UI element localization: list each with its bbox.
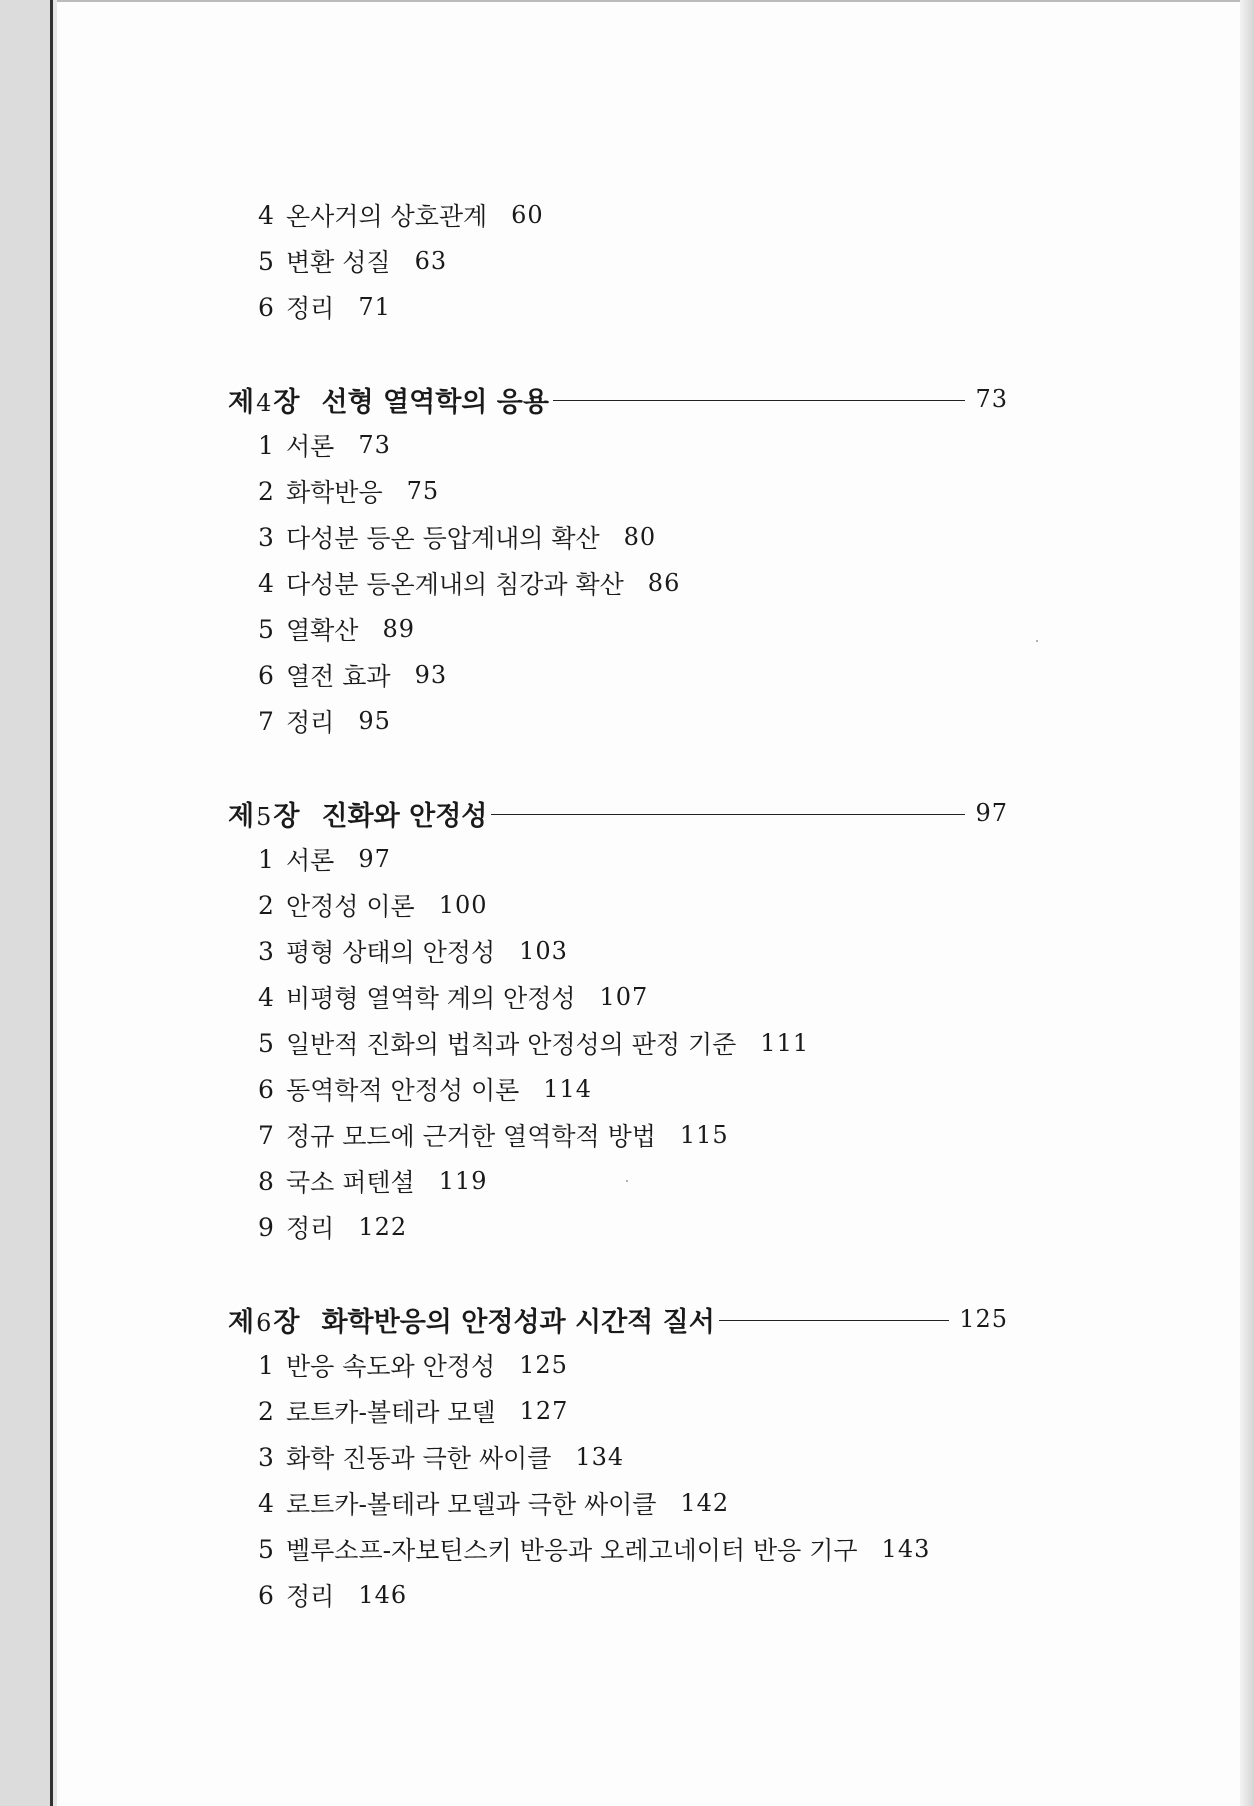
- chapter-prefix: 제: [228, 1306, 255, 1338]
- section-page-number: 103: [519, 937, 568, 965]
- section-number: 2: [258, 890, 274, 920]
- section-page-number: 122: [358, 1213, 408, 1241]
- section-number: 1: [258, 430, 274, 460]
- section-gap: [258, 744, 1018, 790]
- toc-entry[interactable]: [258, 974, 1018, 1020]
- section-gap: [258, 1250, 1018, 1296]
- toc-entry[interactable]: [258, 606, 1018, 652]
- chapter-label: [228, 794, 299, 833]
- chapter-suffix: 장: [273, 800, 300, 832]
- section-number: 3: [258, 1442, 274, 1472]
- section-page-number: 143: [881, 1535, 931, 1563]
- section-title: 정리: [286, 1214, 335, 1243]
- section-page-number: 95: [358, 707, 391, 735]
- table-of-contents: [228, 192, 1018, 1618]
- section-number: 5: [258, 1534, 274, 1564]
- scan-edge-left: [53, 0, 57, 1806]
- section-number: 6: [258, 292, 274, 322]
- section-number: 6: [258, 660, 274, 690]
- section-page-number: 100: [438, 891, 488, 919]
- chapter-page-number: 125: [959, 1305, 1008, 1333]
- section-page-number: 142: [680, 1489, 730, 1517]
- section-title: 온사거의 상호관계: [286, 202, 488, 231]
- chapter-prefix: 제: [228, 800, 255, 832]
- section-title: 로트카-볼테라 모델: [286, 1398, 496, 1427]
- section-page-number: 134: [575, 1443, 625, 1471]
- chapter-title: 화학반응의 안정성과 시간적 질서: [321, 1306, 715, 1338]
- section-page-number: 93: [414, 661, 448, 689]
- section-number: 3: [258, 522, 274, 552]
- toc-entry[interactable]: [258, 468, 1018, 514]
- toc-entry[interactable]: [258, 698, 1018, 744]
- chapter-title: 선형 열역학의 응용: [321, 386, 549, 418]
- section-page-number: 125: [519, 1351, 568, 1379]
- section-title: 정리: [286, 1582, 335, 1611]
- section-page-number: 107: [599, 983, 649, 1011]
- toc-entry[interactable]: [258, 560, 1018, 606]
- leader-line: [553, 400, 966, 401]
- scan-speck: [1036, 640, 1038, 642]
- section-title: 변환 성질: [286, 248, 391, 277]
- section-title: 정리: [286, 294, 335, 323]
- toc-entry[interactable]: [258, 928, 1018, 974]
- chapter-heading[interactable]: [228, 790, 1008, 836]
- scan-edge-right: [1240, 0, 1254, 1806]
- toc-entry[interactable]: [258, 284, 1018, 330]
- toc-entry[interactable]: [258, 1434, 1018, 1480]
- section-title: 평형 상태의 안정성: [286, 938, 496, 967]
- section-number: 1: [258, 844, 274, 874]
- section-title: 화학 진동과 극한 싸이클: [286, 1444, 552, 1473]
- section-title: 서론: [286, 846, 335, 875]
- section-page-number: 80: [623, 523, 657, 551]
- section-title: 열확산: [286, 616, 359, 645]
- toc-entry[interactable]: [258, 1480, 1018, 1526]
- toc-entry[interactable]: [258, 1388, 1018, 1434]
- section-number: 4: [258, 1488, 274, 1518]
- section-title: 국소 퍼텐셜: [286, 1168, 415, 1197]
- section-number: 5: [258, 246, 274, 276]
- section-page-number: 63: [414, 247, 448, 275]
- section-page-number: 115: [679, 1121, 729, 1149]
- section-title: 열전 효과: [286, 662, 391, 691]
- section-title: 동역학적 안정성 이론: [286, 1076, 520, 1105]
- section-title: 로트카-볼테라 모델과 극한 싸이클: [286, 1490, 657, 1519]
- section-title: 정리: [286, 708, 335, 737]
- section-number: 4: [258, 568, 274, 598]
- toc-entry[interactable]: [258, 1526, 1018, 1572]
- section-title: 화학반응: [286, 478, 383, 507]
- toc-entry[interactable]: [258, 1204, 1018, 1250]
- chapter-title: 진화와 안정성: [321, 800, 488, 832]
- chapter-heading[interactable]: [228, 376, 1008, 422]
- section-number: 4: [258, 982, 274, 1012]
- section-number: 5: [258, 1028, 274, 1058]
- section-page-number: 119: [438, 1167, 488, 1195]
- section-title: 벨루소프-자보틴스키 반응과 오레고네이터 반응 기구: [286, 1536, 858, 1565]
- toc-entry[interactable]: [258, 422, 1018, 468]
- chapter-number: 4: [256, 388, 272, 417]
- chapter-number: 5: [256, 802, 272, 831]
- chapter-label: [228, 380, 299, 419]
- leader-line: [491, 814, 965, 815]
- chapter-number: 6: [256, 1308, 272, 1337]
- section-page-number: 97: [358, 845, 391, 873]
- section-number: 5: [258, 614, 274, 644]
- chapter-label: [228, 1300, 299, 1339]
- section-title: 다성분 등온 등압계내의 확산: [286, 524, 600, 553]
- section-title: 일반적 진화의 법칙과 안정성의 판정 기준: [286, 1030, 737, 1059]
- chapter-suffix: 장: [273, 386, 300, 418]
- toc-entry[interactable]: [258, 238, 1018, 284]
- section-number: 2: [258, 1396, 274, 1426]
- section-page-number: 114: [543, 1075, 593, 1103]
- chapter-suffix: 장: [273, 1306, 300, 1338]
- chapter-prefix: 제: [228, 386, 255, 418]
- section-page-number: 75: [406, 477, 440, 505]
- section-number: 7: [258, 1120, 274, 1150]
- toc-entry[interactable]: [258, 882, 1018, 928]
- section-page-number: 111: [760, 1029, 810, 1057]
- section-title: 서론: [286, 432, 335, 461]
- section-number: 1: [258, 1350, 274, 1380]
- toc-entry[interactable]: [258, 1066, 1018, 1112]
- toc-entry[interactable]: [258, 1572, 1018, 1618]
- chapter-page-number: 97: [975, 799, 1008, 827]
- section-page-number: 86: [647, 569, 681, 597]
- section-number: 8: [258, 1166, 274, 1196]
- section-number: 2: [258, 476, 274, 506]
- toc-entry[interactable]: [258, 1020, 1018, 1066]
- section-number: 3: [258, 936, 274, 966]
- section-title: 안정성 이론: [286, 892, 415, 921]
- section-number: 9: [258, 1212, 274, 1242]
- toc-entry[interactable]: [258, 1158, 1018, 1204]
- section-title: 정규 모드에 근거한 열역학적 방법: [286, 1122, 656, 1151]
- section-title: 반응 속도와 안정성: [286, 1352, 496, 1381]
- chapter-page-number: 73: [975, 385, 1008, 413]
- section-page-number: 127: [519, 1397, 569, 1425]
- toc-entry[interactable]: [258, 192, 1018, 238]
- toc-entry[interactable]: [258, 1342, 1018, 1388]
- section-page-number: 60: [511, 201, 544, 229]
- section-page-number: 89: [382, 615, 415, 643]
- section-gap: [258, 330, 1018, 376]
- section-page-number: 146: [358, 1581, 408, 1609]
- toc-entry[interactable]: [258, 652, 1018, 698]
- toc-entry[interactable]: [258, 1112, 1018, 1158]
- section-number: 6: [258, 1074, 274, 1104]
- section-page-number: 73: [358, 431, 391, 459]
- section-page-number: 71: [358, 293, 391, 321]
- toc-entry[interactable]: [258, 836, 1018, 882]
- chapter-heading[interactable]: [228, 1296, 1008, 1342]
- leader-line: [719, 1320, 949, 1321]
- section-number: 6: [258, 1580, 274, 1610]
- section-title: 비평형 열역학 계의 안정성: [286, 984, 576, 1013]
- section-number: 7: [258, 706, 274, 736]
- section-number: 4: [258, 200, 274, 230]
- section-title: 다성분 등온계내의 침강과 확산: [286, 570, 624, 599]
- toc-entry[interactable]: [258, 514, 1018, 560]
